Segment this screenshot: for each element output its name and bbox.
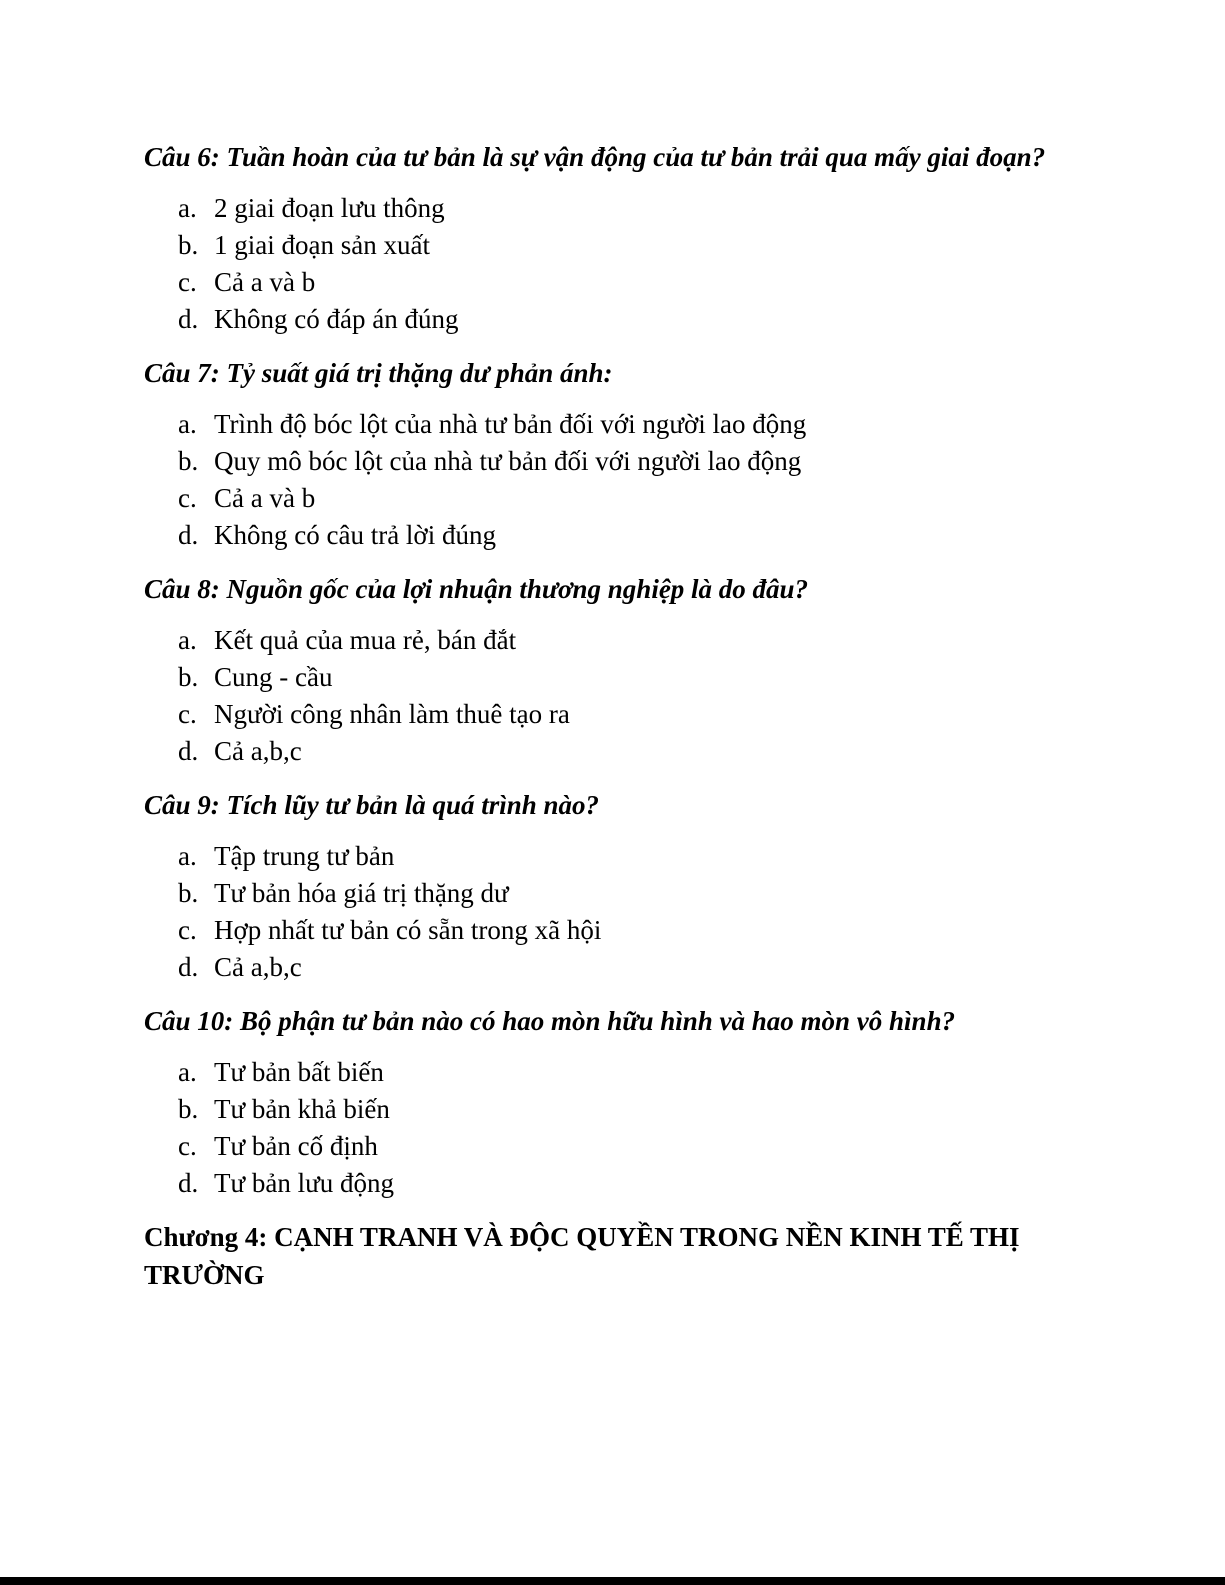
answer-option-c (144, 1128, 1079, 1165)
option-letter: a. (178, 193, 197, 223)
option-text: Quy mô bóc lột của nhà tư bản đối với người lao động (214, 446, 802, 476)
answer-option-b (144, 659, 1079, 696)
question-7 (144, 354, 1079, 554)
option-letter: a. (178, 841, 197, 871)
option-letter: b. (178, 878, 199, 908)
option-letter: b. (178, 662, 199, 692)
option-text: Tư bản lưu động (214, 1168, 394, 1198)
answer-option-c (144, 480, 1079, 517)
option-letter: a. (178, 1057, 197, 1087)
chapter-heading: Chương 4: CẠNH TRANH VÀ ĐỘC QUYỀN TRONG NỀN KINH TẾ THỊ TRƯỜNG (144, 1222, 1020, 1290)
option-letter: a. (178, 409, 197, 439)
option-letter: b. (178, 1094, 199, 1124)
answer-option-b (144, 875, 1079, 912)
option-letter: c. (178, 267, 197, 297)
answer-option-d (144, 517, 1079, 554)
answer-options (144, 838, 1079, 986)
option-text: Tư bản hóa giá trị thặng dư (214, 878, 509, 908)
answer-options (144, 622, 1079, 770)
answer-option-a (144, 406, 1079, 443)
option-text: Không có đáp án đúng (214, 304, 459, 334)
option-text: Không có câu trả lời đúng (214, 520, 496, 550)
answer-options (144, 1054, 1079, 1202)
option-text: Cả a và b (214, 267, 316, 297)
answer-option-d (144, 949, 1079, 986)
option-text: Cung - cầu (214, 662, 333, 692)
question-title: Câu 8: Nguồn gốc của lợi nhuận thương nghiệp là do đâu? (144, 574, 809, 604)
answer-option-d (144, 1165, 1079, 1202)
page-bottom-divider (0, 1577, 1225, 1585)
option-text: Cả a,b,c (214, 736, 302, 766)
question-title: Câu 10: Bộ phận tư bản nào có hao mòn hữu hình và hao mòn vô hình? (144, 1006, 956, 1036)
answer-option-a (144, 190, 1079, 227)
option-letter: c. (178, 699, 197, 729)
option-text: Tư bản bất biến (214, 1057, 384, 1087)
question-10 (144, 1002, 1079, 1202)
option-letter: d. (178, 952, 199, 982)
option-text: Cả a,b,c (214, 952, 302, 982)
option-text: Tập trung tư bản (214, 841, 395, 871)
answer-option-a (144, 838, 1079, 875)
option-text: 1 giai đoạn sản xuất (214, 230, 430, 260)
answer-option-c (144, 264, 1079, 301)
option-letter: c. (178, 1131, 197, 1161)
document-content (144, 138, 1079, 1294)
option-text: Cả a và b (214, 483, 316, 513)
option-text: Trình độ bóc lột của nhà tư bản đối với người lao động (214, 409, 807, 439)
option-text: Người công nhân làm thuê tạo ra (214, 699, 570, 729)
answer-option-d (144, 733, 1079, 770)
answer-option-d (144, 301, 1079, 338)
question-8 (144, 570, 1079, 770)
question-6 (144, 138, 1079, 338)
option-text: Tư bản cố định (214, 1131, 378, 1161)
option-letter: d. (178, 520, 199, 550)
answer-option-b (144, 227, 1079, 264)
answer-option-b (144, 443, 1079, 480)
answer-option-a (144, 1054, 1079, 1091)
question-title: Câu 6: Tuần hoàn của tư bản là sự vận động của tư bản trải qua mấy giai đoạn? (144, 142, 1046, 172)
option-letter: b. (178, 446, 199, 476)
option-letter: a. (178, 625, 197, 655)
answer-option-a (144, 622, 1079, 659)
option-letter: b. (178, 230, 199, 260)
question-title: Câu 7: Tỷ suất giá trị thặng dư phản ánh: (144, 358, 613, 388)
option-text: Kết quả của mua rẻ, bán đắt (214, 625, 517, 655)
answer-options (144, 190, 1079, 338)
option-text: Hợp nhất tư bản có sẵn trong xã hội (214, 915, 602, 945)
answer-options (144, 406, 1079, 554)
question-9 (144, 786, 1079, 986)
option-letter: d. (178, 1168, 199, 1198)
question-title: Câu 9: Tích lũy tư bản là quá trình nào? (144, 790, 600, 820)
answer-option-b (144, 1091, 1079, 1128)
option-text: 2 giai đoạn lưu thông (214, 193, 445, 223)
answer-option-c (144, 696, 1079, 733)
option-letter: c. (178, 915, 197, 945)
option-text: Tư bản khả biến (214, 1094, 390, 1124)
option-letter: d. (178, 736, 199, 766)
option-letter: c. (178, 483, 197, 513)
option-letter: d. (178, 304, 199, 334)
answer-option-c (144, 912, 1079, 949)
